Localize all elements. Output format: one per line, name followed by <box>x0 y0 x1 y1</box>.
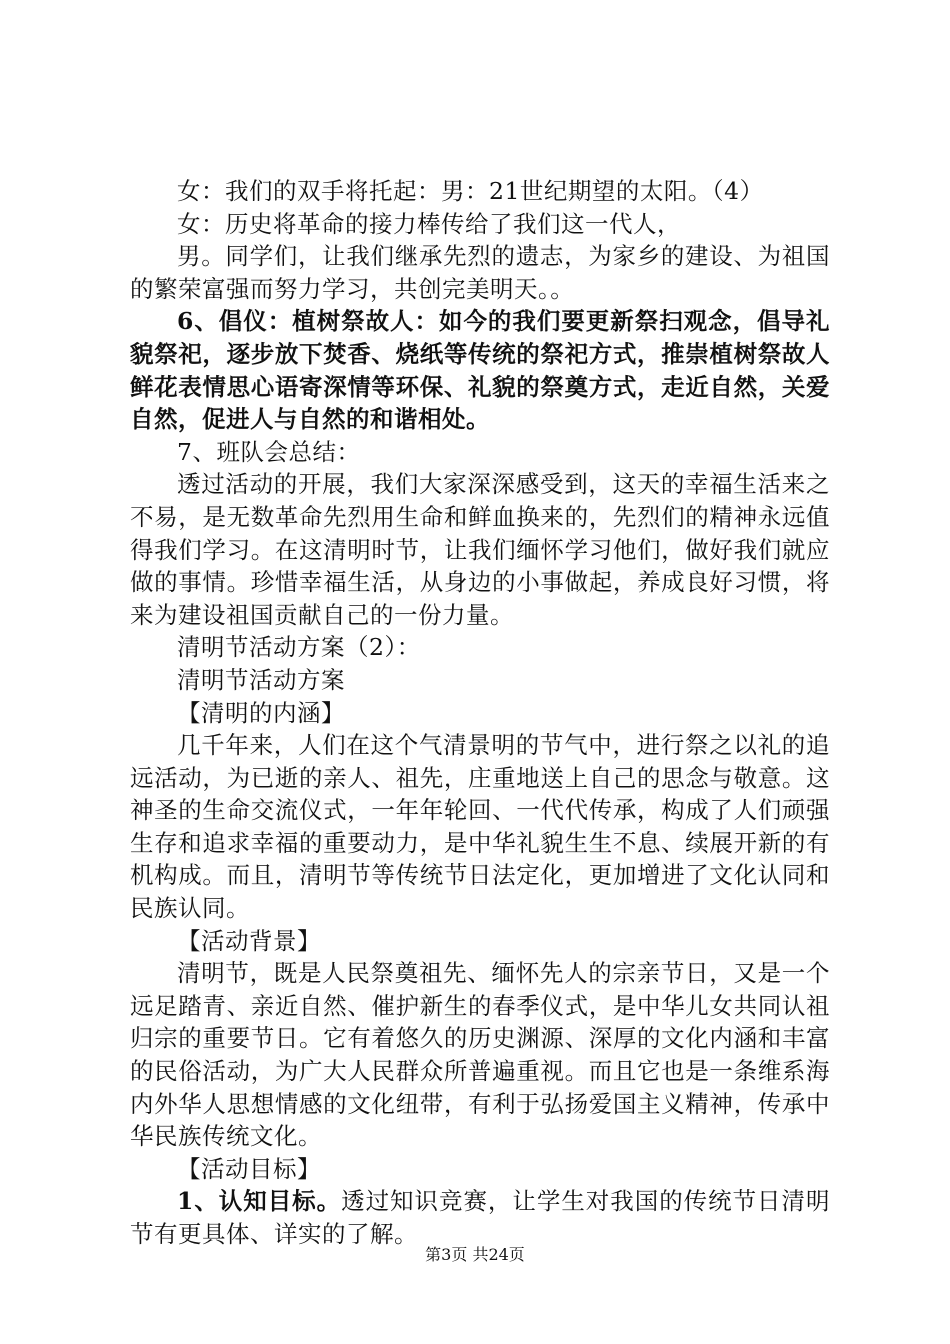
plan-title: 清明节活动方案 <box>177 665 345 694</box>
summary-heading: 7、班队会总结： <box>177 437 361 466</box>
document-body <box>130 175 830 1251</box>
dialogue-line-male: 男。同学们，让我们继承先烈的遗志，为家乡的建设、为祖国的繁荣富强而努力学习，共创完美明天。。 <box>130 242 830 303</box>
initiative-paragraph: 6、倡仪：植树祭故人：如今的我们要更新祭扫观念，倡导礼貌祭祀，逐步放下焚香、烧纸等传统的祭祀方式，推崇植树祭故人鲜花表情思心语寄深情等环保、礼貌的祭奠方式，走近自然，关爱自然，促进人与自然的和谐相处。 <box>130 307 830 434</box>
goal-1-paragraph <box>130 1185 830 1250</box>
section-heading-goals: 【活动目标】 <box>177 1154 321 1183</box>
background-paragraph: 清明节，既是人民祭奠祖先、缅怀先人的宗亲节日，又是一个远足踏青、亲近自然、催护新生的春季仪式，是中华儿女共同认祖归宗的重要节日。它有着悠久的历史渊源、深厚的文化内涵和丰富的民俗活动，为广大人民群众所普遍重视。而且它也是一条维系海内外华人思想情感的文化纽带，有利于弘扬爱国主义精神，传承中华民族传统文化。 <box>130 959 830 1151</box>
dialogue-line-female-2: 女：历史将革命的接力棒传给了我们这一代人， <box>177 209 681 238</box>
goal-1-text: 透过知识竞赛，让学生对我国的传统节日清明节有更具体、详实的了解。 <box>130 1187 830 1248</box>
goal-1-label: 1、认知目标。 <box>177 1187 342 1216</box>
page-footer: 第3页 共24页 <box>425 1245 525 1264</box>
section-heading-connotation: 【清明的内涵】 <box>177 698 345 727</box>
dialogue-line-female-1: 女：我们的双手将托起：男：21世纪期望的太阳。（4） <box>177 177 764 205</box>
plan-2-heading: 清明节活动方案（2）： <box>177 633 421 662</box>
connotation-paragraph: 几千年来，人们在这个气清景明的节气中，进行祭之以礼的追远活动，为已逝的亲人、祖先，庄重地送上自己的思念与敬意。这神圣的生命交流仪式，一年年轮回、一代代传承，构成了人们顽强生存和追求幸福的重要动力，是中华礼貌生生不息、续展开新的有机构成。而且，清明节等传统节日法定化，更加增进了文化认同和民族认同。 <box>130 731 830 923</box>
summary-paragraph: 透过活动的开展，我们大家深深感受到，这天的幸福生活来之不易，是无数革命先烈用生命和鲜血换来的，先烈们的精神永远值得我们学习。在这清明时节，让我们缅怀学习他们，做好我们就应做的事情。珍惜幸福生活，从身边的小事做起，养成良好习惯，将来为建设祖国贡献自己的一份力量。 <box>130 470 830 629</box>
section-heading-background: 【活动背景】 <box>177 926 321 955</box>
